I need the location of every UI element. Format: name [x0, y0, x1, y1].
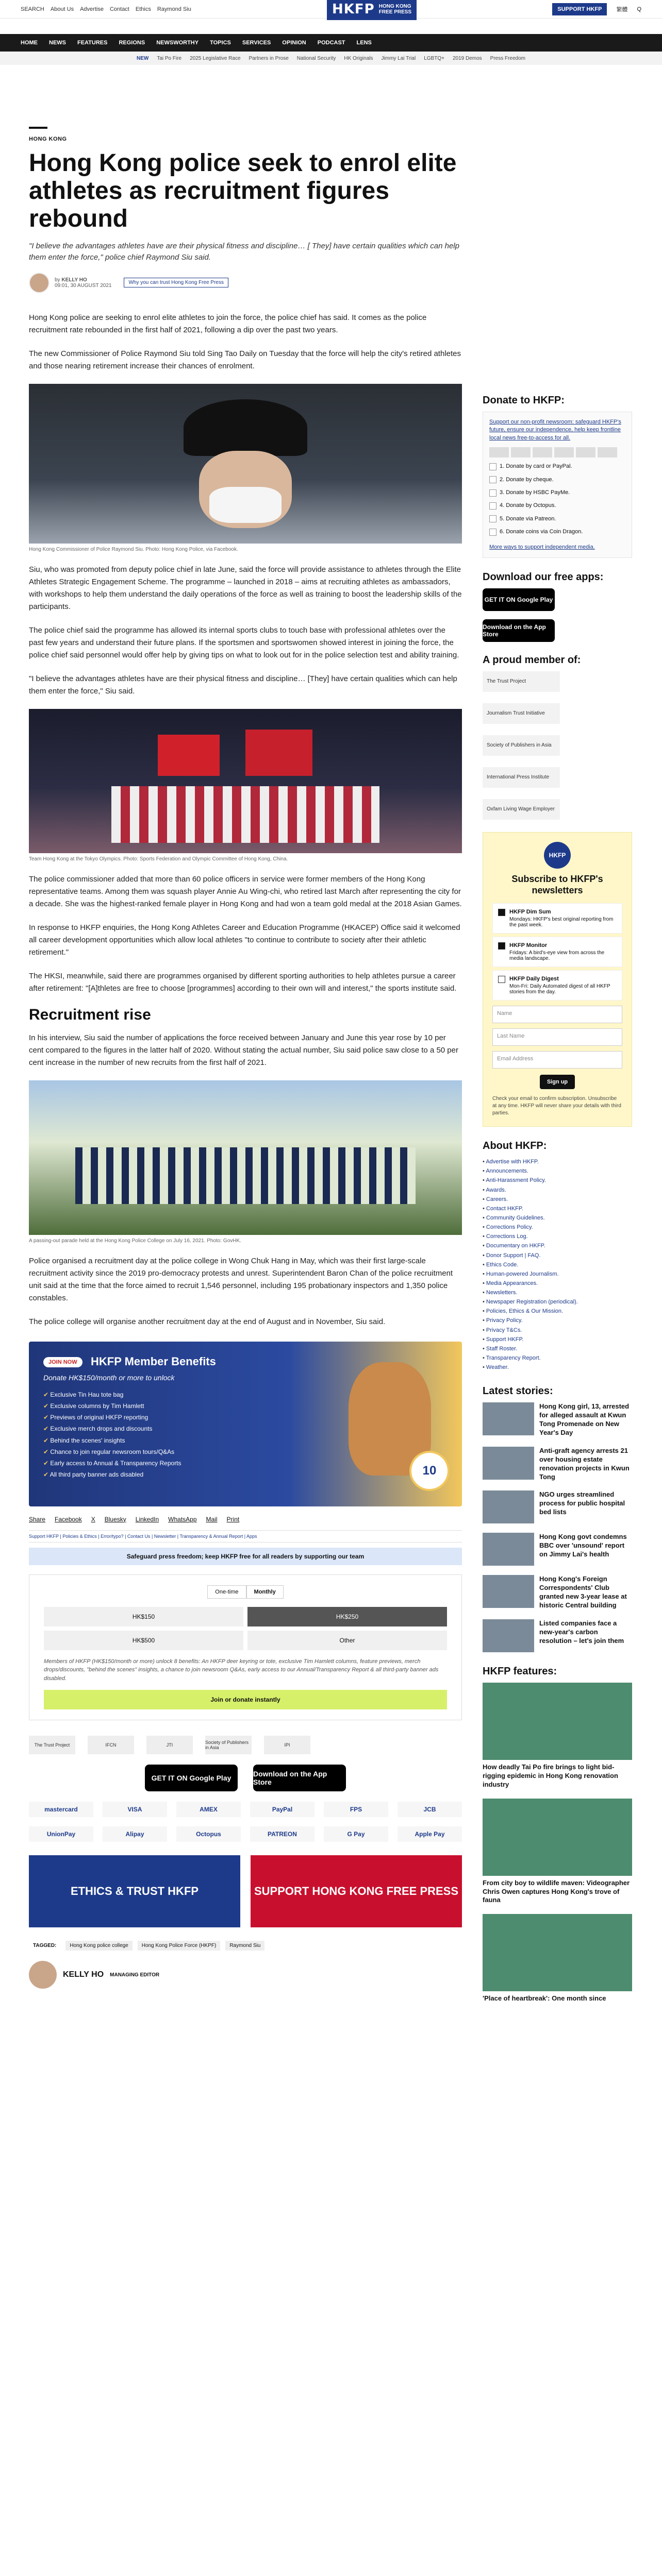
about-link[interactable]: • Weather. [483, 1363, 632, 1372]
trust-button[interactable]: Why you can trust Hong Kong Free Press [124, 278, 228, 287]
photo-caption: Team Hong Kong at the Tokyo Olympics. Photo: Sports Federation and Olympic Committee of Hong Kong, China. [29, 856, 288, 862]
member-perks-text: Members of HKFP (HK$150/month or more) unlock 8 benefits: An HKFP deer keyring or tote, exclusive Tim Hamlett columns, feature previews, merch drops/discounts, "behind the scenes" insights, a chance to join newsroom Q&As, early access to our Annual/Transparency Report & all third-party banner ads disabled. [44, 1658, 439, 1682]
paragraph: Police organised a recruitment day at the police college in Wong Chuk Hang in May, which was their first large-scale recruitment activity since the 2019 pro-democracy protests and unrest. Superintendent Baron Chan of the police recruitment unit said at the time that the force aimed to recruit 1,546 personnel, including 195 probationary inspectors and 1,350 police constables. [29, 1256, 453, 1302]
donate-option[interactable] [489, 515, 625, 523]
contact-link[interactable]: Contact [109, 6, 129, 12]
benefits-list [43, 1389, 181, 1481]
paragraph: The police chief said the programme has allowed its internal sports clubs to touch base with professional athletes over the past few years and understand their future plans. If the sportsmen and sportswomen showed interest in joining the force, the police chief said personnel would offer help by giving tips on what to look out for in the police selection test and ability training. [29, 625, 459, 659]
donate-title: Donate to HKFP: [483, 395, 565, 406]
benefit-item: ✔ All third party banner ads disabled [43, 1469, 181, 1480]
benefit-item: ✔ Early access to Annual & Transparency Reports [43, 1458, 181, 1469]
article [29, 127, 462, 1989]
paragraph: The new Commissioner of Police Raymond Siu told Sing Tao Daily on Tuesday that the force will help the city's retired athletes and those nearing retirement increase their chances of enrolment. [29, 349, 461, 370]
article-category[interactable]: HONG KONG [29, 136, 67, 142]
story-headline[interactable]: Hong Kong's Foreign Correspondents' Club granted new 3-year lease at historic Central building [539, 1575, 627, 1609]
share-linkedin[interactable]: LinkedIn [135, 1515, 159, 1523]
new-label: NEW [136, 55, 149, 61]
newsletter-option[interactable] [492, 937, 622, 967]
trending-link[interactable]: National Security [296, 55, 336, 61]
about-link[interactable]: • Privacy Policy. [483, 1316, 632, 1325]
google-play-button[interactable]: GET IT ON Google Play [483, 588, 555, 611]
logo-text: HKFP [332, 1, 375, 17]
promo-tiles [29, 1855, 462, 1927]
trust-project-logo[interactable]: The Trust Project [29, 1736, 75, 1754]
alipay-icon: Alipay [103, 1826, 167, 1842]
features-list [483, 1683, 632, 2003]
user-link[interactable]: Raymond Siu [157, 6, 191, 12]
newsletter-desc: Mon-Fri: Daily Automated digest of all HKFP stories from the day. [509, 984, 610, 995]
about-link[interactable]: • Newsletters. [483, 1288, 632, 1297]
about-link[interactable]: • Donor Support | FAQ. [483, 1251, 632, 1260]
ifcn-logo[interactable]: IFCN [88, 1736, 134, 1754]
about-link[interactable]: • Careers. [483, 1195, 632, 1204]
tag-list [29, 1941, 462, 1951]
patreon-icon: PATREON [250, 1826, 315, 1842]
story-headline[interactable]: NGO urges streamlined process for public hospital bed lists [539, 1490, 625, 1516]
anniversary-seal: 10 [409, 1451, 450, 1491]
join-now-badge[interactable]: JOIN NOW [43, 1357, 82, 1367]
donate-intro[interactable]: Support our non-profit newsroom: safeguard HKFP's future, ensure our independence, help keep frontline local news free-to-access for all. [489, 419, 621, 441]
newsletter-option[interactable] [492, 970, 622, 1001]
about-link[interactable]: • Announcements. [483, 1166, 632, 1176]
payment-methods [29, 1802, 462, 1842]
logo-line-1: HONG KONG [378, 3, 411, 9]
nav-features[interactable]: FEATURES [77, 40, 108, 46]
paragraph: In response to HKFP enquiries, the Hong Kong Athletes Career and Education Programme (HKACEP) Office said it welcomed all career development opportunities which allow local athletes "to continue to contribute to society after their athletic retirement." [29, 923, 460, 957]
membership-badges [29, 1736, 462, 1754]
flag-hk [158, 735, 220, 776]
tags-label: TAGGED: [33, 1943, 57, 1949]
nav-newsworthy[interactable]: NEWSWORTHY [156, 40, 199, 46]
olympic-team-photo [29, 709, 462, 853]
amount-option[interactable]: HK$500 [44, 1631, 243, 1650]
author-avatar[interactable] [29, 273, 49, 293]
donate-option[interactable] [489, 476, 625, 484]
about-link[interactable]: • Media Appearances. [483, 1279, 632, 1288]
story-item[interactable] [483, 1533, 632, 1566]
nav-home[interactable]: HOME [21, 40, 38, 46]
search-icon[interactable]: Q [637, 6, 641, 12]
newsletter-title: Subscribe to HKFP's newsletters [511, 873, 603, 895]
tag[interactable]: Hong Kong police college [65, 1941, 132, 1951]
about-link[interactable]: • Awards. [483, 1185, 632, 1195]
story-headline[interactable]: Anti-graft agency arrests 21 over housing estate renovation projects in Kwun Tong [539, 1446, 630, 1481]
newsletter-option-text [509, 909, 617, 928]
trending-link[interactable]: Tai Po Fire [157, 55, 182, 61]
jti-logo[interactable]: JTI [146, 1736, 193, 1754]
trending-link[interactable]: 2019 Demos [452, 55, 482, 61]
checkbox[interactable] [489, 489, 496, 497]
nav-podcast[interactable]: PODCAST [317, 40, 345, 46]
nav-regions[interactable]: REGIONS [119, 40, 145, 46]
author-name[interactable]: KELLY HO [63, 1970, 104, 1979]
amex-icon [533, 447, 552, 457]
newsletter-option-text [509, 942, 617, 961]
unionpay-icon: UnionPay [29, 1826, 93, 1842]
advertise-link[interactable]: Advertise [80, 6, 104, 12]
sidebar [483, 395, 632, 2012]
donate-option-label: 1. Donate by card or PayPal. [500, 463, 572, 470]
story-item[interactable] [483, 1575, 632, 1610]
flag-hk [245, 730, 312, 776]
about-link[interactable]: • Anti-Harassment Policy. [483, 1176, 632, 1185]
newsletter-note: Check your email to confirm subscription. Unsubscribe at any time. HKFP will never share your details with third parties. [492, 1096, 621, 1116]
app-store-button[interactable]: Download on the App Store [483, 619, 555, 642]
about-link[interactable]: • Corrections Policy. [483, 1223, 632, 1232]
feature-headline[interactable]: 'Place of heartbreak': One month since [483, 1994, 606, 2003]
latest-list [483, 1402, 632, 1652]
member-logos [483, 671, 632, 820]
hkfp-logo: HKFP [544, 842, 571, 869]
trending-bar [0, 52, 662, 65]
parade-officers [75, 1147, 416, 1204]
sidebar-app-buttons [483, 588, 632, 642]
amount-option-other[interactable]: Other [247, 1631, 447, 1650]
site-logo[interactable] [327, 0, 417, 20]
feature-item[interactable] [483, 1799, 632, 1905]
about-link[interactable]: • Community Guidelines. [483, 1213, 632, 1223]
photo-caption: A passing-out parade held at the Hong Kong Police College on July 16, 2021. Photo: GovHK. [29, 1238, 241, 1244]
share-facebook[interactable]: Facebook [55, 1515, 82, 1523]
join-donate-button[interactable]: Join or donate instantly [44, 1690, 447, 1709]
police-chief-photo [29, 384, 462, 544]
nav-lens[interactable]: LENS [356, 40, 372, 46]
story-thumbnail[interactable] [483, 1533, 534, 1566]
feature-headline[interactable]: How deadly Tai Po fire brings to light bid-rigging epidemic in Hong Kong renovation industry [483, 1763, 618, 1788]
apps-title: Download our free apps: [483, 571, 604, 583]
story-item[interactable] [483, 1619, 632, 1652]
trending-link[interactable]: Press Freedom [490, 55, 526, 61]
search-link[interactable]: SEARCH [21, 6, 44, 12]
paragraph: The HKSI, meanwhile, said there are programmes organised by different sporting authorities to help athletes pursue a career after retirement: "[A]thletes are free to choose [programmes] according to their own will and interest," the sports institute said. [29, 971, 457, 993]
amex-icon: AMEX [176, 1802, 241, 1817]
more-ways-link[interactable]: More ways to support independent media. [489, 544, 595, 550]
sopa-logo[interactable]: Society of Publishers in Asia [483, 735, 560, 756]
main-nav [0, 34, 662, 52]
about-link[interactable]: • Staff Roster. [483, 1344, 632, 1353]
about-link[interactable]: • Contact HKFP. [483, 1204, 632, 1213]
about-link[interactable]: • Policies, Ethics & Our Mission. [483, 1307, 632, 1316]
photo-caption: Hong Kong Commissioner of Police Raymond Siu. Photo: Hong Kong Police, via Facebook. [29, 546, 238, 552]
story-thumbnail[interactable] [483, 1447, 534, 1480]
donate-widget [29, 1574, 462, 1721]
byline-by: by [55, 277, 60, 283]
about-link[interactable]: • Corrections Log. [483, 1232, 632, 1241]
amount-option[interactable]: HK$150 [44, 1607, 243, 1626]
donate-option-label: 5. Donate via Patreon. [500, 515, 556, 522]
article-footer-links[interactable]: Support HKFP | Policies & Ethics | Error/typo? | Contact Us | Newsletter | Transparency & Annual Report | Apps [29, 1530, 462, 1543]
jcb-icon: JCB [398, 1802, 462, 1817]
checkbox[interactable] [489, 515, 496, 522]
donate-option[interactable] [489, 489, 625, 497]
visa-icon [511, 447, 531, 457]
share-whatsapp[interactable]: WhatsApp [168, 1515, 197, 1523]
benefit-item: ✔ Exclusive Tin Hau tote bag [43, 1389, 181, 1400]
paragraph: Siu, who was promoted from deputy police chief in late June, said the force will provide assistance to athletes through the Elite Athletes Strategic Engagement Scheme. The programme – launched in 2018 – aims at recruiting athletes as ambassadors, with workshops to help them understand the daily operations of the force as well as training to boost the leadership skills of the participants. [29, 565, 462, 611]
author-box [29, 1961, 462, 1989]
story-thumbnail[interactable] [483, 1402, 534, 1435]
card-icons [489, 447, 625, 457]
nav-services[interactable]: SERVICES [242, 40, 271, 46]
safeguard-banner[interactable]: Safeguard press freedom; keep HKFP free for all readers by supporting our team [29, 1548, 462, 1565]
newsletter-name: HKFP Monitor [509, 942, 548, 949]
last-name-field[interactable]: Last Name [492, 1028, 622, 1046]
newsletter-option[interactable] [492, 903, 622, 934]
article-title: Hong Kong police seek to enrol elite athletes as recruitment figures rebound [29, 149, 457, 232]
story-item[interactable] [483, 1402, 632, 1437]
member-benefits-banner[interactable] [29, 1342, 462, 1506]
fps-icon: FPS [324, 1802, 388, 1817]
share-print[interactable]: Print [226, 1515, 240, 1523]
newsletter-desc: Mondays: HKFP's best original reporting from the past week. [509, 917, 614, 928]
checkbox-checked[interactable] [498, 942, 505, 950]
sign-up-button[interactable]: Sign up [540, 1075, 575, 1089]
donate-option-label: 2. Donate by cheque. [500, 476, 554, 483]
about-link[interactable]: • Support HKFP. [483, 1335, 632, 1344]
share-bar [29, 1516, 462, 1523]
donate-option[interactable] [489, 528, 625, 536]
email-field[interactable]: Email Address [492, 1051, 622, 1069]
latest-title: Latest stories: [483, 1385, 553, 1397]
benefit-item: ✔ Exclusive columns by Tim Hamlett [43, 1400, 181, 1412]
about-link[interactable]: • Advertise with HKFP. [483, 1157, 632, 1166]
monthly-option[interactable]: Monthly [246, 1585, 284, 1599]
paragraph: In his interview, Siu said the number of applications the force received between January and June this year rose by 10 per cent compared to the figures in the latter half of 2020. Without stating the actual number, Siu said police saw close to a 50 per cent increase in the number of new recruits from the first half of 2021. [29, 1033, 458, 1067]
paragraph: The police college will organise another recruitment day at the end of August and in November, Siu said. [29, 1317, 386, 1326]
about-section [483, 1140, 632, 1372]
about-link[interactable]: • Transparency Report. [483, 1353, 632, 1363]
donate-option-label: 4. Donate by Octopus. [500, 502, 556, 509]
donate-option[interactable] [489, 502, 625, 510]
donate-option-label: 3. Donate by HSBC PayMe. [500, 489, 570, 496]
ethics-link[interactable]: Ethics [135, 6, 151, 12]
mastercard-icon [489, 447, 509, 457]
support-promo[interactable]: SUPPORT HONG KONG FREE PRESS [251, 1855, 462, 1927]
first-name-field[interactable]: Name [492, 1006, 622, 1023]
jcb-icon [598, 447, 617, 457]
trending-link[interactable]: HK Originals [344, 55, 373, 61]
story-headline[interactable]: Hong Kong girl, 13, arrested for alleged assault at Kwun Tong Promenade on New Year's Day [539, 1402, 630, 1436]
logo-subtext [379, 4, 411, 15]
paypal-icon [554, 447, 574, 457]
about-link[interactable]: About Us [50, 6, 74, 12]
frequency-toggle [44, 1585, 447, 1599]
google-play-button[interactable]: GET IT ON Google Play [145, 1765, 238, 1791]
language-toggle[interactable]: 繁體 [616, 6, 628, 13]
about-list [483, 1157, 632, 1372]
newsletter-name: HKFP Dim Sum [509, 909, 551, 916]
ethics-promo[interactable]: ETHICS & TRUST HKFP [29, 1855, 240, 1927]
share-x[interactable]: X [91, 1515, 95, 1523]
banner-title: HKFP Member Benefits [91, 1354, 216, 1368]
one-time-option[interactable]: One-time [207, 1585, 246, 1599]
story-thumbnail[interactable] [483, 1575, 534, 1608]
logo-area [201, 0, 543, 20]
octopus-icon: Octopus [176, 1826, 241, 1842]
about-link[interactable]: • Ethics Code. [483, 1260, 632, 1269]
newsletter-option-text [509, 976, 617, 995]
story-item[interactable] [483, 1447, 632, 1482]
author-avatar[interactable] [29, 1961, 57, 1989]
donate-option[interactable] [489, 463, 625, 470]
trending-link[interactable]: Jimmy Lai Trial [381, 55, 416, 61]
feature-item[interactable] [483, 1683, 632, 1789]
features-section [483, 1666, 632, 2003]
jti-logo[interactable]: Journalism Trust Initiative [483, 703, 560, 724]
share-bluesky[interactable]: Bluesky [104, 1515, 126, 1523]
benefit-item: ✔ Behind the scenes' insights [43, 1435, 181, 1446]
author-name[interactable]: KELLY HO [61, 277, 87, 283]
checkbox[interactable] [489, 502, 496, 510]
donate-card [483, 412, 632, 558]
about-link[interactable]: • Documentary on HKFP. [483, 1241, 632, 1250]
tag[interactable]: Raymond Siu [225, 1941, 264, 1951]
mastercard-icon: mastercard [29, 1802, 93, 1817]
fps-icon [576, 447, 595, 457]
visa-icon: VISA [103, 1802, 167, 1817]
trending-link[interactable]: 2025 Legislative Race [190, 55, 241, 61]
app-store-button[interactable]: Download on the App Store [253, 1765, 346, 1791]
checkbox[interactable] [489, 476, 496, 483]
benefit-item: ✔ Chance to join regular newsroom tours/Q&As [43, 1446, 181, 1458]
nav-opinion[interactable]: OPINION [282, 40, 306, 46]
gpay-icon: G Pay [324, 1826, 388, 1842]
checkbox[interactable] [498, 976, 505, 983]
support-button[interactable]: SUPPORT HKFP [552, 3, 607, 15]
benefit-item: ✔ Previews of original HKFP reporting [43, 1412, 181, 1423]
story-headline[interactable]: Hong Kong govt condemns BBC over 'unsound' report on Jimmy Lai's health [539, 1533, 627, 1558]
about-title: About HKFP: [483, 1140, 547, 1152]
paypal-icon: PayPal [250, 1802, 315, 1817]
member-title: A proud member of: [483, 654, 581, 666]
trust-project-logo[interactable]: The Trust Project [483, 671, 560, 692]
checkbox-checked[interactable] [498, 909, 505, 916]
ipi-logo[interactable]: International Press Institute [483, 767, 560, 788]
story-headline[interactable]: Listed companies face a new-year's carbon resolution – let's join them [539, 1619, 624, 1645]
police-cap [184, 399, 307, 456]
amount-option-selected[interactable]: HK$250 [247, 1607, 447, 1626]
utility-bar [0, 0, 662, 19]
byline [29, 273, 462, 293]
feature-image[interactable] [483, 1914, 632, 1991]
trending-link[interactable]: Partners in Prose [249, 55, 289, 61]
nav-topics[interactable]: TOPICS [210, 40, 231, 46]
newsletter-desc: Fridays: A bird's-eye view from across the media landscape. [509, 950, 605, 962]
newsletter-name: HKFP Daily Digest [509, 976, 559, 982]
feature-item[interactable] [483, 1914, 632, 2003]
logo-line-2: FREE PRESS [378, 9, 412, 15]
trending-link[interactable]: LGBTQ+ [424, 55, 444, 61]
utility-links [21, 6, 191, 12]
checkbox[interactable] [489, 463, 496, 470]
feature-headline[interactable]: From city boy to wildlife maven: Videographer Chris Owen captures Hong Kong's trove of fauna [483, 1878, 630, 1904]
applepay-icon: Apple Pay [398, 1826, 462, 1842]
story-item[interactable] [483, 1490, 632, 1523]
checkbox[interactable] [489, 529, 496, 536]
parade-photo [29, 1080, 462, 1235]
newsletter-signup [483, 832, 632, 1127]
athletes [111, 786, 379, 843]
banner-subtitle: Donate HK$150/month or more to unlock [43, 1373, 175, 1382]
latest-stories [483, 1385, 632, 1652]
paragraph: Hong Kong police are seeking to enrol elite athletes to join the force, the police chief has said. It comes as the police recruitment rate rebounded in the first half of 2021, following a dip over the past two years. [29, 313, 427, 334]
face-mask [209, 487, 282, 523]
nav-news[interactable]: NEWS [49, 40, 66, 46]
divider [29, 127, 47, 129]
amount-grid [44, 1607, 447, 1650]
oxfam-logo[interactable]: Oxfam Living Wage Employer [483, 799, 560, 820]
about-link[interactable]: • Human-powered Journalism. [483, 1269, 632, 1279]
feature-image[interactable] [483, 1799, 632, 1876]
feature-image[interactable] [483, 1683, 632, 1760]
tag[interactable]: Hong Kong Police Force (HKPF) [138, 1941, 221, 1951]
story-thumbnail[interactable] [483, 1619, 534, 1652]
ipi-logo[interactable]: IPI [264, 1736, 310, 1754]
author-role: MANAGING EDITOR [110, 1972, 160, 1978]
section-heading: Recruitment rise [29, 1006, 151, 1023]
share-mail[interactable]: Mail [206, 1515, 218, 1523]
app-store-buttons [29, 1765, 462, 1791]
features-title: HKFP features: [483, 1666, 557, 1677]
sopa-logo[interactable]: Society of Publishers in Asia [205, 1736, 252, 1754]
benefit-item: ✔ Exclusive merch drops and discounts [43, 1423, 181, 1434]
byline-text [55, 277, 111, 289]
paragraph: The police commissioner added that more than 60 police officers in service were former members of the Hong Kong representative teams. Among them was squash player Annie Au Wing-chi, who retired last March after representing the city for a decade. She was the highest-ranked female player in Hong Kong and had won a team gold medal at the 2018 Asian Games. [29, 874, 462, 908]
story-thumbnail[interactable] [483, 1490, 534, 1523]
article-deck: "I believe the advantages athletes have are their physical fitness and discipline… [ They] have certain qualities which can help them enter the force," police chief Raymond Siu said. [29, 242, 459, 262]
publish-date: 09:01, 30 AUGUST 2021 [55, 282, 112, 289]
paragraph: "I believe the advantages athletes have are their physical fitness and discipline… [They] have certain qualities which can help them enter the force," Siu said. [29, 674, 457, 696]
donate-option-label: 6. Donate coins via Coin Dragon. [500, 529, 583, 535]
about-link[interactable]: • Newspaper Registration (periodical). [483, 1297, 632, 1307]
share-label: Share [29, 1515, 46, 1523]
about-link[interactable]: • Privacy T&Cs. [483, 1326, 632, 1335]
